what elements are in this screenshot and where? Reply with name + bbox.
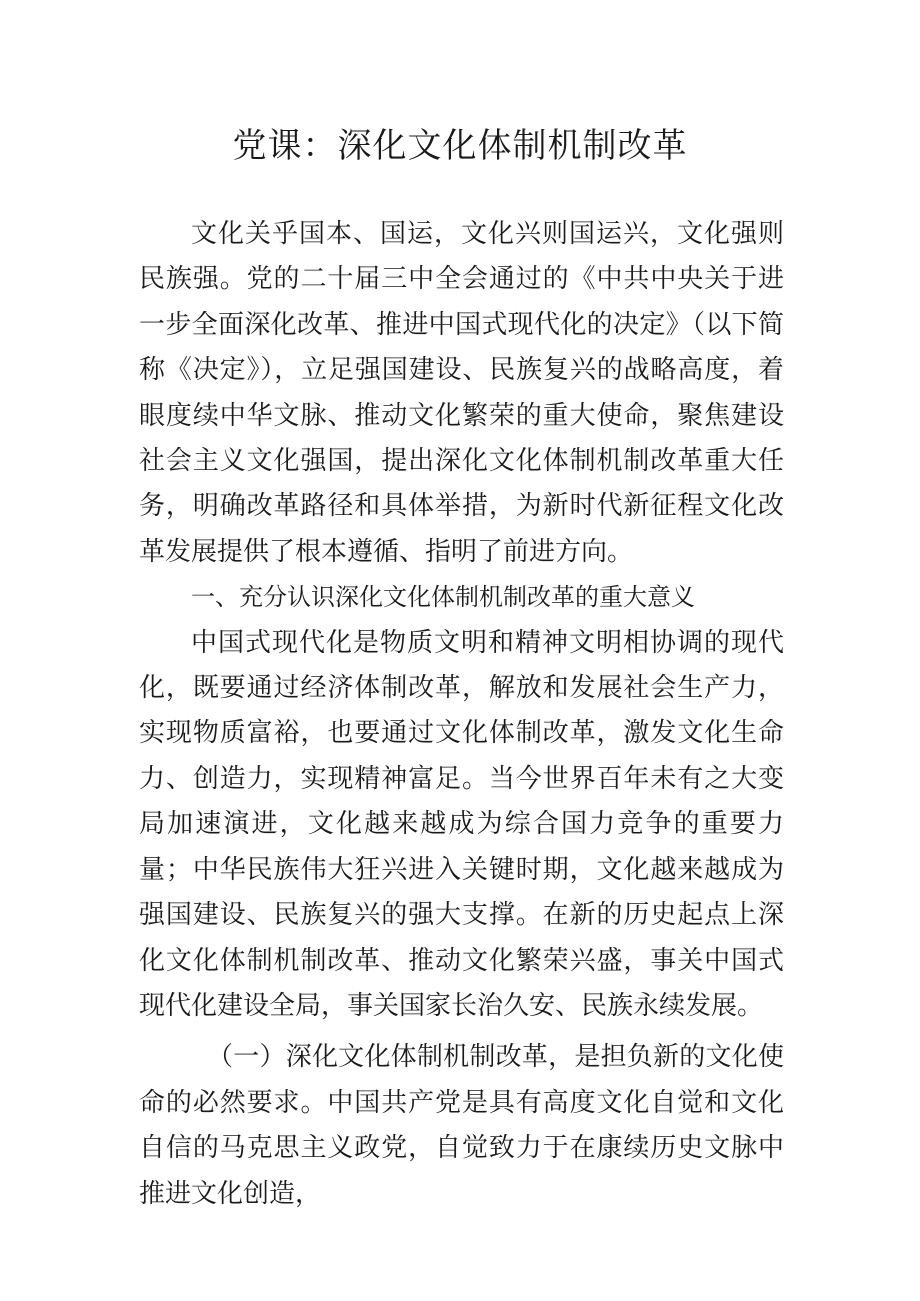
subsection-paragraph: （一）深化文化体制机制改革，是担负新的文化使命的必然要求。中国共产党是具有高度文化自觉和文化自信的马克思主义政党，自觉致力于在康续历史文脉中推进文化创造，	[139, 1042, 784, 1209]
intro-paragraph: 文化关乎国本、国运，文化兴则国运兴，文化强则民族强。党的二十届三中全会通过的《中共中央关于进一步全面深化改革、推进中国式现代化的决定》（以下简称《决定》），立足强国建设、民族复兴的战略高度，着眼度续中华文脉、推动文化繁荣的重大使命，聚焦建设社会主义文化强国，提出深化文化体制机制改革重大任务，明确改革路径和具体举措，为新时代新征程文化改革发展提供了根本遵循、指明了前进方向。	[139, 219, 784, 567]
document-body	[139, 212, 784, 1217]
section-paragraph: 中国式现代化是物质文明和精神文明相协调的现代化，既要通过经济体制改革，解放和发展社会生产力，实现物质富裕，也要通过文化体制改革，激发文化生命力、创造力，实现精神富足。当今世界百年未有之大变局加速演进，文化越来越成为综合国力竞争的重要力量；中华民族伟大狂兴进入关键时期，文化越来越成为强国建设、民族复兴的强大支撑。在新的历史起点上深化文化体制机制改革、推动文化繁荣兴盛，事关中国式现代化建设全局，事关国家长治久安、民族永续发展。	[139, 627, 784, 1021]
section-heading: 一、充分认识深化文化体制机制改革的重大意义	[191, 583, 695, 612]
document-title: 党课：深化文化体制机制改革	[232, 126, 688, 166]
